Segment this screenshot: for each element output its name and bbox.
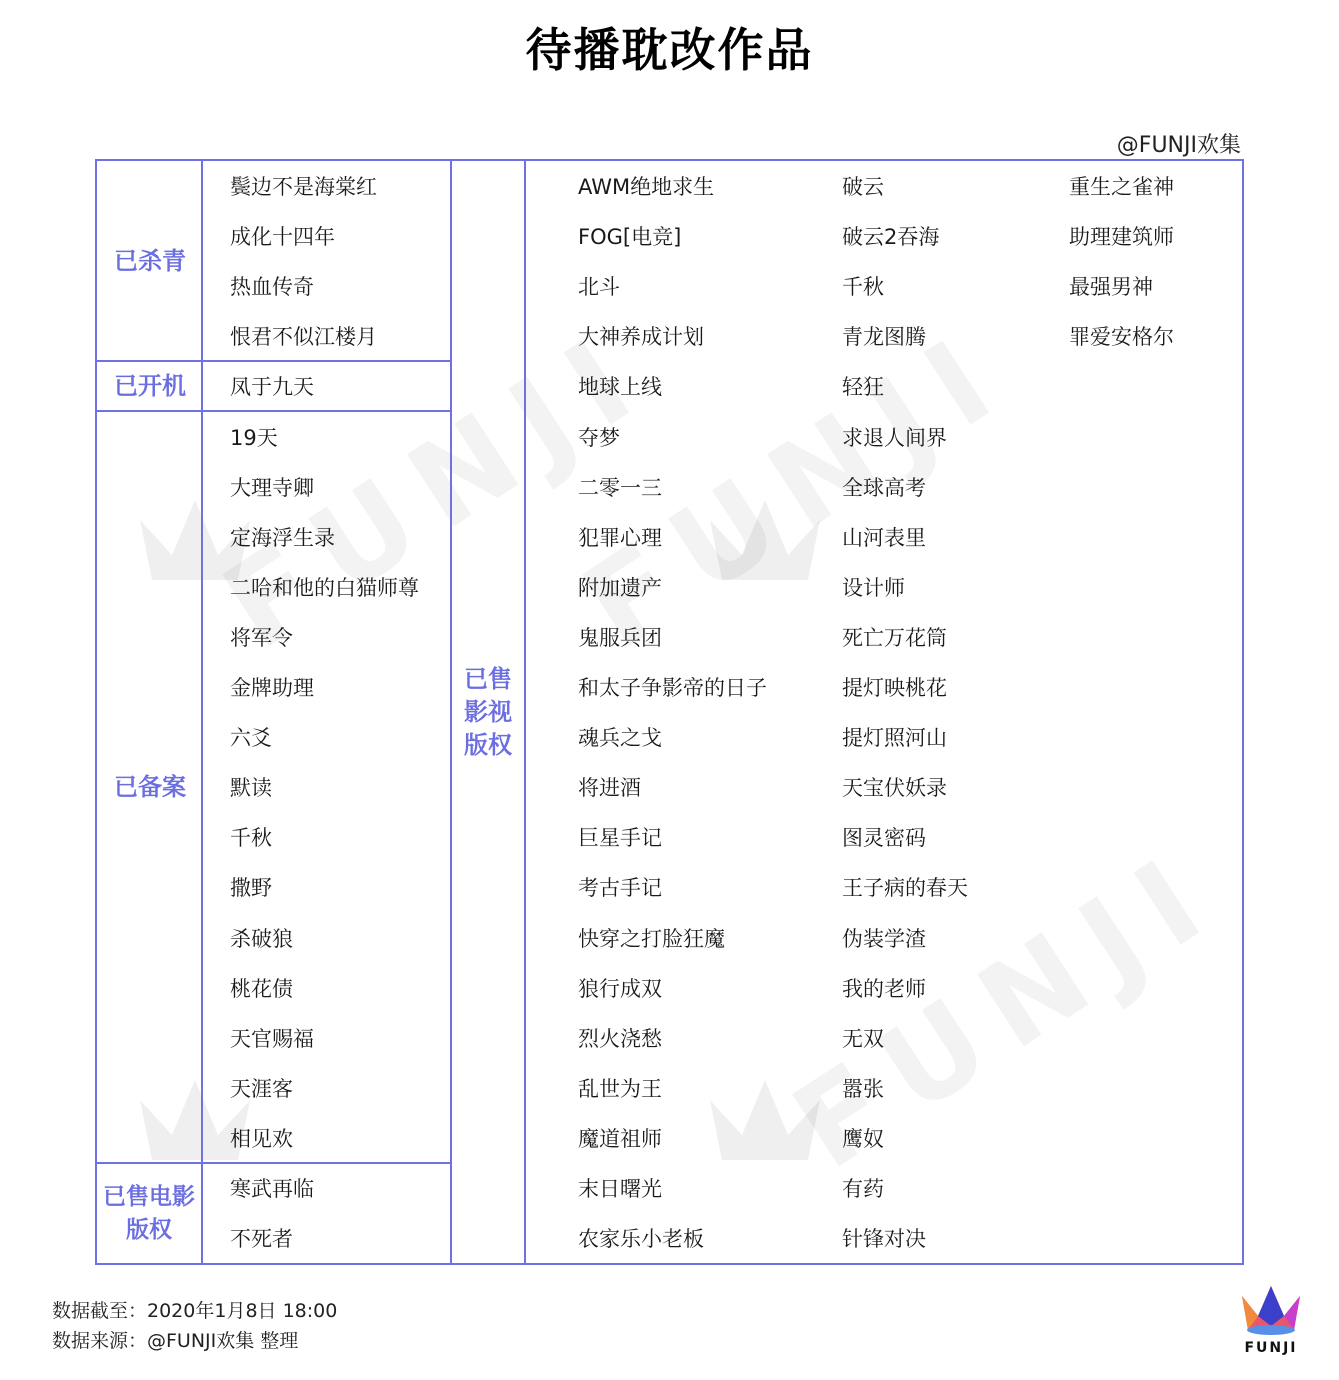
table-divider [524, 159, 526, 1265]
list-item: 魂兵之戈 [578, 726, 662, 751]
list-item: 青龙图腾 [842, 325, 926, 350]
list-item: 默读 [230, 776, 272, 801]
list-item: 无双 [842, 1026, 884, 1051]
list-item: 二零一三 [578, 475, 662, 500]
list-item: 天宝伏妖录 [842, 776, 947, 801]
list-item: 轻狂 [842, 375, 884, 400]
footer-source: 数据来源：@FUNJI欢集 整理 [52, 1330, 299, 1352]
list-item: AWM绝地求生 [578, 175, 715, 199]
list-item: 桃花债 [230, 976, 293, 1001]
list-item: 撒野 [230, 876, 272, 901]
list-item: 重生之雀神 [1069, 175, 1174, 199]
list-item: 附加遗产 [578, 575, 662, 600]
page-title: 待播耽改作品 [525, 23, 814, 77]
list-item: 提灯照河山 [842, 726, 947, 751]
list-item: 定海浮生录 [230, 525, 335, 550]
list-item: 考古手记 [578, 876, 662, 901]
list-item: 寒武再临 [230, 1177, 314, 1201]
list-item: 天涯客 [230, 1076, 293, 1101]
list-item: 快穿之打脸狂魔 [578, 926, 725, 951]
list-item: 提灯映桃花 [842, 676, 947, 700]
list-item: 鬓边不是海棠红 [230, 175, 377, 199]
list-item: 针锋对决 [842, 1227, 926, 1252]
list-item: 我的老师 [842, 976, 926, 1001]
list-item: 狼行成双 [578, 976, 662, 1001]
list-item: FOG[电竞] [578, 225, 682, 250]
list-item: 相见欢 [230, 1126, 293, 1151]
list-item: 成化十四年 [230, 225, 335, 250]
list-item: 山河表里 [842, 525, 926, 550]
list-item: 将进酒 [578, 776, 641, 801]
list-item: 嚣张 [842, 1076, 884, 1101]
list-item: 罪爱安格尔 [1069, 325, 1174, 350]
list-item: 全球高考 [842, 475, 926, 500]
list-item: 破云2吞海 [842, 225, 940, 250]
list-item: 末日曙光 [578, 1177, 662, 1201]
logo-text: FUNJI [1244, 1340, 1298, 1356]
list-item: 魔道祖师 [578, 1126, 662, 1151]
list-item: 破云 [842, 175, 884, 199]
list-item: 杀破狼 [230, 926, 293, 951]
list-item: 19天 [230, 425, 278, 450]
list-item: 恨君不似江楼月 [230, 325, 377, 350]
list-item: 夺梦 [578, 425, 620, 450]
list-item: 凤于九天 [230, 375, 314, 400]
category-filmed: 已杀青 [114, 247, 186, 275]
list-item: 大理寺卿 [230, 475, 314, 500]
category-tv-rights: 已售影视版权 [464, 664, 512, 759]
list-item: 农家乐小老板 [578, 1227, 704, 1252]
list-item: 和太子争影帝的日子 [578, 676, 767, 700]
list-item: 金牌助理 [230, 676, 314, 700]
list-item: 不死者 [230, 1227, 293, 1252]
list-item: 天官赐福 [230, 1026, 314, 1051]
list-item: 千秋 [842, 275, 884, 300]
list-item: 鹰奴 [842, 1126, 884, 1151]
list-item: 王子病的春天 [842, 876, 968, 901]
list-item: 伪装学渣 [842, 926, 926, 951]
list-item: 最强男神 [1069, 275, 1153, 300]
list-item: 鬼服兵团 [578, 625, 662, 650]
list-item: 烈火浇愁 [578, 1026, 662, 1051]
list-item: 地球上线 [578, 375, 662, 400]
list-item: 设计师 [842, 575, 905, 600]
category-registered: 已备案 [114, 773, 186, 801]
list-item: 犯罪心理 [578, 525, 662, 550]
list-item: 千秋 [230, 826, 272, 851]
list-item: 将军令 [230, 625, 293, 650]
list-item: 乱世为王 [578, 1076, 662, 1101]
list-item: 六爻 [230, 726, 272, 751]
list-item: 热血传奇 [230, 275, 314, 300]
credit-label: @FUNJI欢集 [1116, 133, 1241, 158]
list-item: 巨星手记 [578, 826, 662, 851]
category-shooting: 已开机 [114, 372, 186, 400]
list-item: 死亡万花筒 [842, 625, 947, 650]
list-item: 助理建筑师 [1069, 225, 1174, 250]
list-item: 求退人间界 [842, 425, 947, 450]
footer-date: 数据截至：2020年1月8日 18:00 [52, 1300, 338, 1322]
funji-logo [1240, 1286, 1302, 1336]
list-item: 大神养成计划 [578, 325, 704, 350]
list-item: 二哈和他的白猫师尊 [230, 575, 419, 600]
table-divider [450, 159, 452, 1265]
list-item: 有药 [842, 1177, 884, 1201]
list-item: 图灵密码 [842, 826, 926, 851]
list-item: 北斗 [578, 275, 620, 300]
category-movie-rights: 已售电影版权 [103, 1184, 195, 1243]
